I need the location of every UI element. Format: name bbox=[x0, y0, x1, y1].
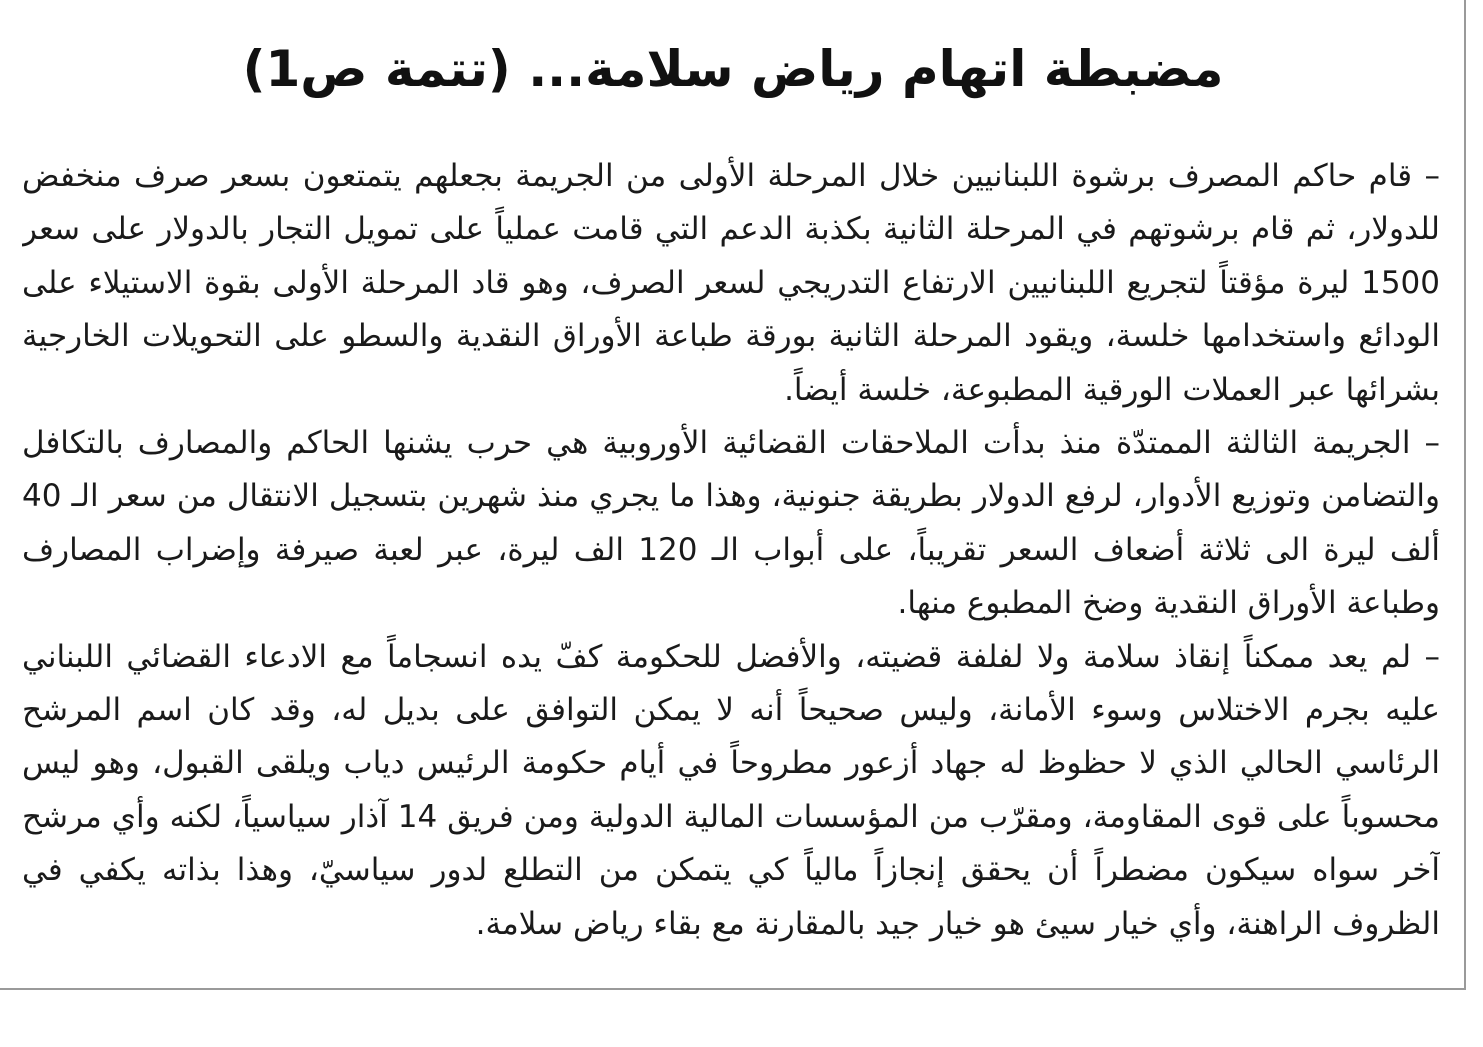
article-paragraph: – قام حاكم المصرف برشوة اللبنانيين خلال المرحلة الأولى من الجريمة بجعلهم يتمتعون بسعر صرف منخفض للدولار، ثم قام برشوتهم في المرحلة الثانية بكذبة الدعم التي قامت عملياً على تمويل التجار بالدولار على سعر 1500 ليرة مؤقتاً لتجريع اللبنانيين الارتفاع التدريجي لسعر الصرف، وهو قاد المرحلة الأولى بقوة الاستيلاء على الودائع واستخدامها خلسة، ويقود المرحلة الثانية بورقة طباعة الأوراق النقدية والسطو على التحويلات الخارجية بشرائها عبر العملات الورقية المطبوعة، خلسة أيضاً. bbox=[22, 158, 1440, 408]
article-body bbox=[22, 150, 1440, 980]
article-headline: مضبطة اتهام رياض سلامة... (تتمة ص1) bbox=[242, 40, 1224, 98]
article-paragraph: – لم يعد ممكناً إنقاذ سلامة ولا لفلفة قضيته، والأفضل للحكومة كفّ يده انسجاماً مع الادعاء القضائي اللبناني عليه بجرم الاختلاس وسوء الأمانة، وليس صحيحاً أنه لا يمكن التوافق على بديل له، وقد كان اسم المرشح الرئاسي الحالي الذي لا حظوظ له جهاد أزعور مطروحاً في أيام حكومة الرئيس دياب ويلقى القبول، وهو ليس محسوباً على قوى المقاومة، ومقرّب من المؤسسات المالية الدولية ومن فريق 14 آذار سياسياً، لكنه وأي مرشح آخر سواه سيكون مضطراً أن يحقق إنجازاً مالياً كي يتمكن من التطلع لدور سياسيّ، وهذا بذاته يكفي في الظروف الراهنة، وأي خيار سيئ هو خيار جيد بالمقارنة مع بقاء رياض سلامة. bbox=[22, 638, 1440, 942]
article-paragraph: – الجريمة الثالثة الممتدّة منذ بدأت الملاحقات القضائية الأوروبية هي حرب يشنها الحاكم والمصارف بالتكافل والتضامن وتوزيع الأدوار، لرفع الدولار بطريقة جنونية، وهذا ما يجري منذ شهرين بتسجيل الانتقال من سعر الـ 40 ألف ليرة الى ثلاثة أضعاف السعر تقريباً، على أبواب الـ 120 الف ليرة، عبر لعبة صيرفة وإضراب المصارف وطباعة الأوراق النقدية وضخ المطبوع منها. bbox=[22, 425, 1440, 622]
